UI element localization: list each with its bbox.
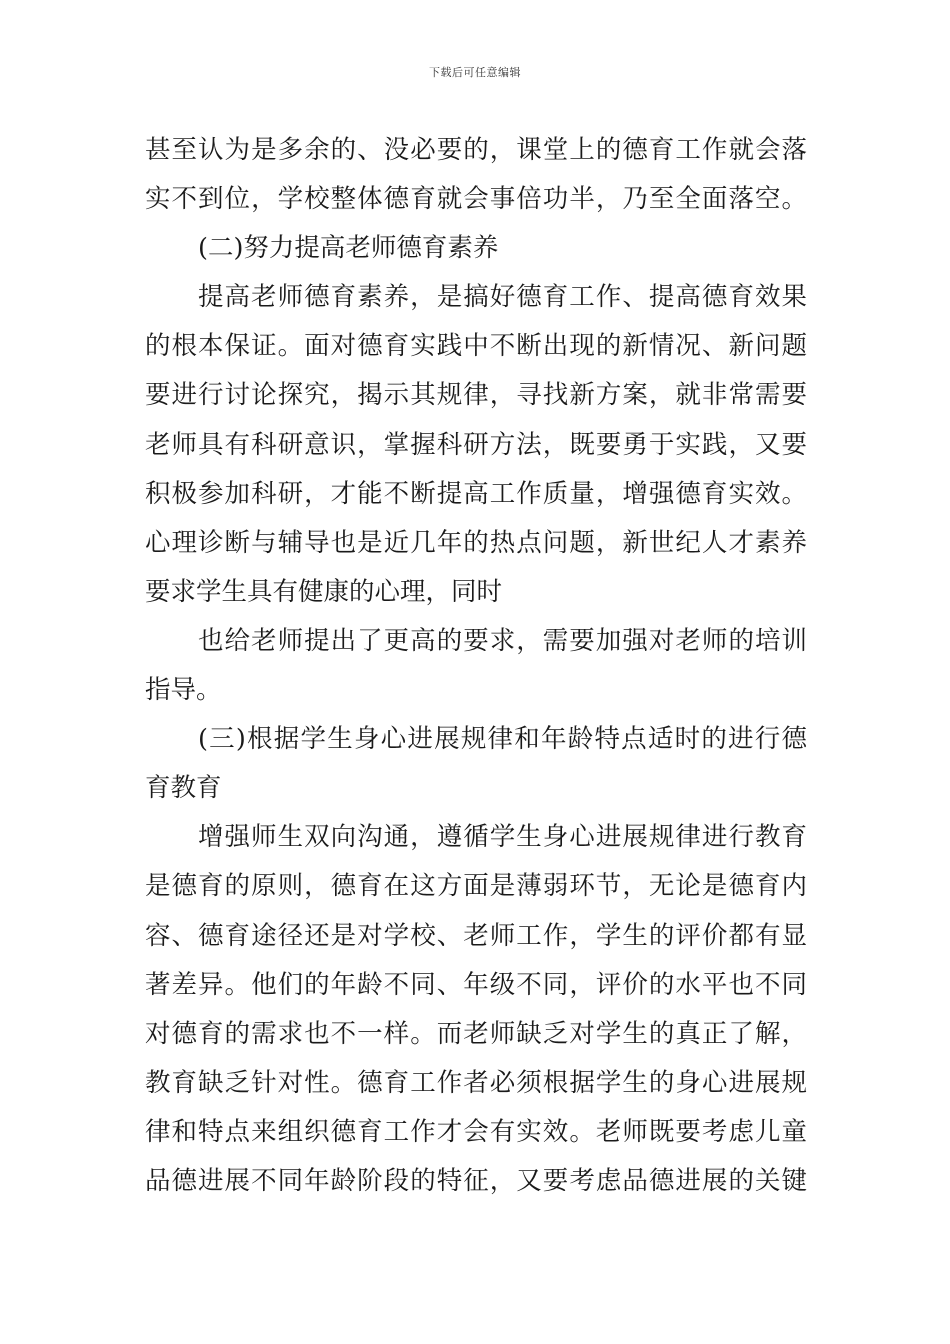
text-line: 甚至认为是多余的、没必要的，课堂上的德育工作就会落 bbox=[145, 135, 807, 165]
section-heading: (三)根据学生身心进展规律和年龄特点适时的进行德 bbox=[198, 724, 807, 755]
text-line: 容、德育途径还是对学校、老师工作，学生的评价都有显 bbox=[145, 920, 807, 951]
text-line: 的根本保证。面对德育实践中不断出现的新情况、新问题 bbox=[145, 331, 807, 362]
paragraph-first-line: 也给老师提出了更高的要求，需要加强对老师的培训 bbox=[198, 625, 807, 656]
text-line: 是德育的原则，德育在这方面是薄弱环节，无论是德育内 bbox=[145, 871, 807, 902]
page-header: 下载后可任意编辑 bbox=[429, 66, 521, 79]
section-heading: (二)努力提高老师德育素养 bbox=[198, 233, 499, 264]
text-line: 要求学生具有健康的心理，同时 bbox=[145, 576, 503, 607]
text-line: 教育缺乏针对性。德育工作者必须根据学生的身心进展规 bbox=[145, 1067, 807, 1098]
text-line: 要进行讨论探究，揭示其规律，寻找新方案，就非常需要 bbox=[145, 380, 807, 411]
text-line: 品德进展不同年龄阶段的特征，又要考虑品德进展的关键 bbox=[145, 1165, 807, 1196]
text-line: 心理诊断与辅导也是近几年的热点问题，新世纪人才素养 bbox=[145, 527, 807, 558]
text-line: 老师具有科研意识，掌握科研方法，既要勇于实践，又要 bbox=[145, 429, 807, 460]
text-line: 著差异。他们的年龄不同、年级不同，评价的水平也不同 bbox=[145, 969, 807, 1000]
text-line: 对德育的需求也不一样。而老师缺乏对学生的真正了解， bbox=[145, 1018, 807, 1049]
paragraph-first-line: 提高老师德育素养，是搞好德育工作、提高德育效果 bbox=[198, 282, 807, 313]
text-line: 指导。 bbox=[145, 675, 222, 706]
paragraph-first-line: 增强师生双向沟通，遵循学生身心进展规律进行教育 bbox=[198, 822, 807, 853]
section-heading-continued: 育教育 bbox=[145, 773, 222, 804]
text-line: 实不到位，学校整体德育就会事倍功半，乃至全面落空。 bbox=[145, 184, 807, 215]
text-line: 律和特点来组织德育工作才会有实效。老师既要考虑儿童 bbox=[145, 1116, 807, 1147]
text-line: 积极参加科研，才能不断提高工作质量，增强德育实效。 bbox=[145, 478, 807, 509]
document-body bbox=[145, 126, 807, 1206]
